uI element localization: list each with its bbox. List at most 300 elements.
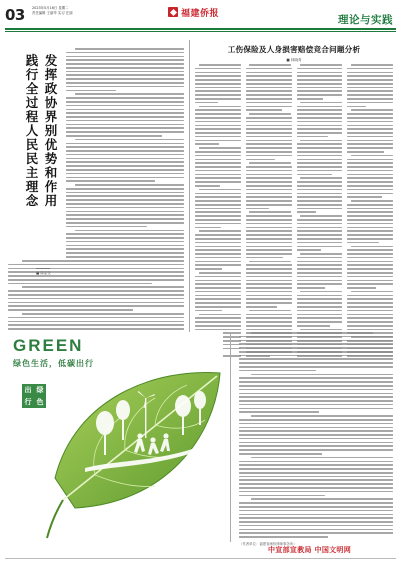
text-line [239, 351, 393, 353]
text-line [347, 223, 393, 225]
right-article [195, 40, 393, 63]
text-line [239, 423, 393, 425]
text-line [297, 249, 321, 251]
text-line [297, 106, 343, 108]
text-line [246, 298, 292, 300]
text-line [239, 491, 393, 493]
text-line [195, 223, 241, 225]
text-line [195, 68, 241, 70]
text-line [195, 283, 241, 285]
text-line [239, 396, 393, 398]
text-line [347, 102, 393, 104]
text-line [66, 173, 184, 175]
text-line [246, 68, 292, 70]
issue-date: 2023年5月16日 星期二 [32, 6, 69, 10]
text-line [347, 276, 393, 278]
text-line [195, 87, 241, 89]
right-article-source: （作者单位：福建省闽侨律师事务所） [239, 541, 297, 546]
text-line [8, 275, 184, 277]
text-line [300, 253, 342, 255]
section-title: 理论与实践 [338, 14, 393, 26]
text-line [297, 246, 343, 248]
text-line [246, 314, 292, 316]
text-line [246, 109, 282, 111]
text-line [66, 161, 184, 163]
text-line [297, 261, 343, 263]
text-line [195, 170, 241, 172]
text-line [66, 233, 184, 235]
text-line [297, 125, 343, 127]
newspaper-logo-icon [168, 7, 178, 17]
text-line [347, 321, 393, 323]
text-line [66, 112, 184, 114]
text-line [297, 181, 343, 183]
text-line [347, 193, 393, 195]
text-line [297, 143, 343, 145]
text-line [297, 166, 343, 168]
text-line [75, 184, 184, 186]
text-line [195, 109, 241, 111]
text-line [195, 310, 222, 312]
text-line [297, 193, 343, 195]
text-line [246, 196, 292, 198]
text-line [66, 211, 184, 213]
text-line [22, 313, 184, 315]
text-line [8, 309, 133, 311]
text-line [297, 219, 343, 221]
text-line [75, 230, 184, 232]
text-line [347, 264, 393, 266]
text-line [347, 189, 393, 191]
text-line [246, 306, 277, 308]
text-line [195, 125, 241, 127]
text-line [347, 272, 393, 274]
text-line [66, 146, 184, 148]
text-line [300, 140, 342, 142]
text-line [239, 370, 316, 372]
text-line [347, 117, 393, 119]
text-line [195, 196, 241, 198]
text-line [347, 234, 393, 236]
text-line [347, 128, 393, 130]
text-line [297, 280, 343, 282]
text-line [66, 203, 184, 205]
text-line [246, 219, 292, 221]
text-line [199, 147, 241, 149]
text-line [239, 517, 393, 519]
header-rule-thin [5, 31, 396, 32]
text-line [195, 128, 241, 130]
text-line [297, 211, 317, 213]
text-line [66, 97, 184, 99]
text-line [246, 276, 292, 278]
text-line [297, 132, 343, 134]
text-line [297, 306, 343, 308]
text-line [8, 294, 184, 296]
text-line [239, 514, 393, 516]
text-line [75, 139, 184, 141]
text-line [297, 185, 343, 187]
text-line [251, 457, 393, 459]
text-line [297, 325, 330, 327]
text-line [246, 177, 292, 179]
text-line [239, 445, 393, 447]
text-line [239, 506, 393, 508]
text-line [239, 449, 393, 451]
text-line [249, 310, 291, 312]
text-line [239, 408, 393, 410]
text-line [347, 227, 393, 229]
text-line [239, 502, 393, 504]
text-line [246, 321, 292, 323]
text-line [249, 211, 291, 213]
text-line [195, 113, 241, 115]
text-line [75, 48, 184, 50]
text-line [239, 355, 393, 357]
text-line [297, 83, 343, 85]
text-line [239, 358, 393, 360]
text-line [75, 93, 184, 95]
text-line [195, 162, 241, 164]
issue-meta [32, 6, 102, 16]
text-line [347, 143, 393, 145]
text-line [297, 321, 343, 323]
text-line [297, 147, 343, 149]
text-line [347, 113, 393, 115]
text-column [297, 64, 343, 357]
text-line [351, 64, 393, 66]
text-line [199, 64, 241, 66]
text-column [347, 64, 393, 357]
text-block [66, 48, 184, 258]
text-line [347, 72, 393, 74]
text-line [195, 166, 241, 168]
column-divider [230, 332, 231, 542]
text-line [66, 180, 155, 182]
text-line [195, 185, 220, 187]
text-line [66, 199, 184, 201]
text-line [347, 257, 393, 259]
text-line [347, 208, 393, 210]
left-article-body-top [66, 48, 184, 258]
text-line [246, 208, 269, 210]
text-line [199, 230, 241, 232]
text-line [8, 317, 184, 319]
text-line [66, 154, 184, 156]
text-line [8, 321, 184, 323]
text-line [66, 241, 184, 243]
text-line [195, 181, 241, 183]
text-line [297, 174, 333, 176]
text-line [246, 125, 292, 127]
text-line [195, 234, 241, 236]
text-line [195, 317, 241, 319]
text-line [246, 234, 292, 236]
text-line [297, 68, 343, 70]
text-line [66, 195, 184, 197]
text-line [297, 298, 343, 300]
text-line [239, 468, 393, 470]
text-line [195, 238, 241, 240]
text-line [239, 393, 393, 395]
text-line [246, 166, 292, 168]
text-line [347, 147, 393, 149]
title-column-1: 发挥政协界别优势和作用 [43, 54, 58, 208]
text-line [347, 98, 393, 100]
text-line [239, 340, 393, 342]
text-line [347, 151, 384, 153]
text-line [297, 136, 328, 138]
text-line [239, 343, 393, 345]
text-line [195, 264, 241, 266]
text-line [195, 257, 241, 259]
text-line [347, 132, 393, 134]
text-line [246, 159, 276, 161]
text-line [297, 196, 343, 198]
text-line [249, 64, 291, 66]
text-line [195, 306, 241, 308]
text-line [297, 204, 343, 206]
text-line [239, 411, 319, 413]
text-line [239, 521, 393, 523]
text-line [246, 90, 292, 92]
text-line [347, 287, 376, 289]
text-line [347, 242, 379, 244]
text-line [246, 128, 292, 130]
text-line [199, 314, 241, 316]
text-line [246, 106, 292, 108]
text-line [195, 204, 241, 206]
column-divider [189, 40, 190, 332]
text-line [246, 75, 292, 77]
text-line [239, 479, 393, 481]
text-line [347, 306, 393, 308]
text-line [195, 295, 241, 297]
right-article-author: ■ 林晓青 [286, 58, 302, 62]
text-line [199, 189, 241, 191]
text-line [8, 302, 184, 304]
text-line [347, 230, 393, 232]
text-line [239, 362, 393, 364]
text-line [297, 227, 343, 229]
text-line [297, 128, 343, 130]
text-line [195, 132, 241, 134]
text-line [246, 200, 292, 202]
text-line [297, 113, 343, 115]
text-line [347, 90, 393, 92]
text-line [297, 223, 343, 225]
text-line [239, 529, 393, 531]
text-column [195, 64, 241, 357]
text-line [195, 249, 241, 251]
text-line [246, 317, 292, 319]
text-line [195, 253, 241, 255]
text-line [347, 215, 393, 217]
text-line [246, 155, 292, 157]
text-line [347, 181, 393, 183]
text-line [239, 400, 393, 402]
text-line [239, 381, 393, 383]
left-article-title [12, 54, 58, 254]
text-line [246, 283, 292, 285]
text-line [297, 314, 343, 316]
text-line [246, 121, 292, 123]
text-line [246, 143, 292, 145]
text-line [66, 207, 184, 209]
text-line [246, 295, 292, 297]
text-line [251, 415, 393, 417]
masthead-title: 福建侨报 [181, 8, 220, 19]
text-line [195, 298, 241, 300]
text-line [347, 196, 381, 198]
text-line [195, 200, 241, 202]
text-line [239, 532, 393, 534]
text-line [195, 79, 241, 81]
text-line [246, 287, 292, 289]
text-line [66, 86, 184, 88]
text-line [66, 226, 147, 228]
text-line [347, 159, 393, 161]
text-line [347, 238, 393, 240]
text-line [66, 120, 184, 122]
text-line [251, 332, 393, 334]
text-line [195, 219, 241, 221]
text-line [351, 109, 393, 111]
text-line [347, 253, 393, 255]
right-article-continuation [239, 332, 393, 546]
issue-editor: 责任编辑 王丽华 实习 庄丽 [32, 11, 73, 15]
text-line [239, 366, 393, 368]
text-line [297, 283, 343, 285]
text-line [297, 117, 343, 119]
text-line [246, 264, 292, 266]
text-line [297, 302, 343, 304]
right-article-columns [195, 64, 393, 357]
masthead [168, 5, 219, 19]
text-line [347, 125, 393, 127]
text-line [66, 237, 184, 239]
text-line [246, 246, 292, 248]
text-line [351, 200, 393, 202]
text-line [246, 174, 292, 176]
text-line [297, 295, 343, 297]
text-line [195, 246, 241, 248]
seal-char: 绿 [36, 386, 44, 394]
text-line [239, 419, 393, 421]
text-line [246, 72, 292, 74]
text-line [246, 291, 292, 293]
text-line [66, 131, 184, 133]
text-line [66, 158, 184, 160]
text-line [66, 59, 184, 61]
text-line [195, 211, 241, 213]
text-line [246, 272, 292, 274]
text-line [8, 324, 184, 326]
text-line [347, 310, 393, 312]
text-line [347, 174, 393, 176]
text-line [297, 242, 343, 244]
text-line [22, 260, 184, 262]
poster-slogan: 绿色生活，低碳出行 [13, 359, 94, 368]
left-article-body-bottom [8, 260, 184, 338]
text-line [239, 476, 393, 478]
text-line [246, 151, 292, 153]
text-line [246, 87, 292, 89]
text-block [8, 260, 184, 330]
text-line [246, 280, 292, 282]
text-line [239, 461, 393, 463]
text-line [239, 427, 393, 429]
text-line [239, 536, 328, 538]
text-line [239, 495, 325, 497]
text-line [297, 98, 324, 100]
text-line [297, 159, 343, 161]
text-line [195, 261, 241, 263]
text-line [195, 143, 219, 145]
right-article-title: 工伤保险及人身损害赔偿竞合问题分析 [227, 45, 361, 54]
text-line [239, 336, 393, 338]
text-line [8, 283, 152, 285]
text-line [297, 189, 343, 191]
text-line [195, 117, 241, 119]
text-line [246, 329, 292, 331]
text-line [347, 317, 393, 319]
seal-char: 色 [36, 398, 44, 406]
text-line [347, 219, 393, 221]
text-line [246, 249, 292, 251]
text-line [347, 329, 393, 331]
text-line [297, 121, 343, 123]
seal-char: 出 [24, 386, 32, 394]
text-line [66, 90, 116, 92]
text-line [66, 124, 184, 126]
text-line [347, 298, 393, 300]
text-line [66, 248, 184, 250]
text-column [246, 64, 292, 357]
text-line [249, 162, 291, 164]
footer-rule [5, 558, 396, 559]
text-line [347, 136, 393, 138]
text-line [22, 286, 184, 288]
text-line [195, 215, 241, 217]
text-line [66, 78, 184, 80]
text-line [195, 291, 241, 293]
text-line [246, 223, 292, 225]
text-line [347, 68, 393, 70]
text-line [239, 385, 393, 387]
text-line [239, 377, 393, 379]
text-line [300, 102, 342, 104]
text-line [297, 151, 343, 153]
text-line [249, 261, 291, 263]
text-line [239, 438, 393, 440]
text-line [8, 290, 184, 292]
text-line [195, 90, 241, 92]
text-line [8, 268, 184, 270]
text-line [195, 72, 241, 74]
text-line [351, 155, 393, 157]
text-line [351, 291, 393, 293]
text-line [246, 170, 292, 172]
text-line [8, 298, 184, 300]
text-line [347, 75, 393, 77]
text-line [8, 271, 184, 273]
text-line [347, 325, 393, 327]
text-line [300, 177, 342, 179]
seal-char: 行 [24, 398, 32, 406]
text-line [297, 310, 343, 312]
text-line [246, 185, 292, 187]
